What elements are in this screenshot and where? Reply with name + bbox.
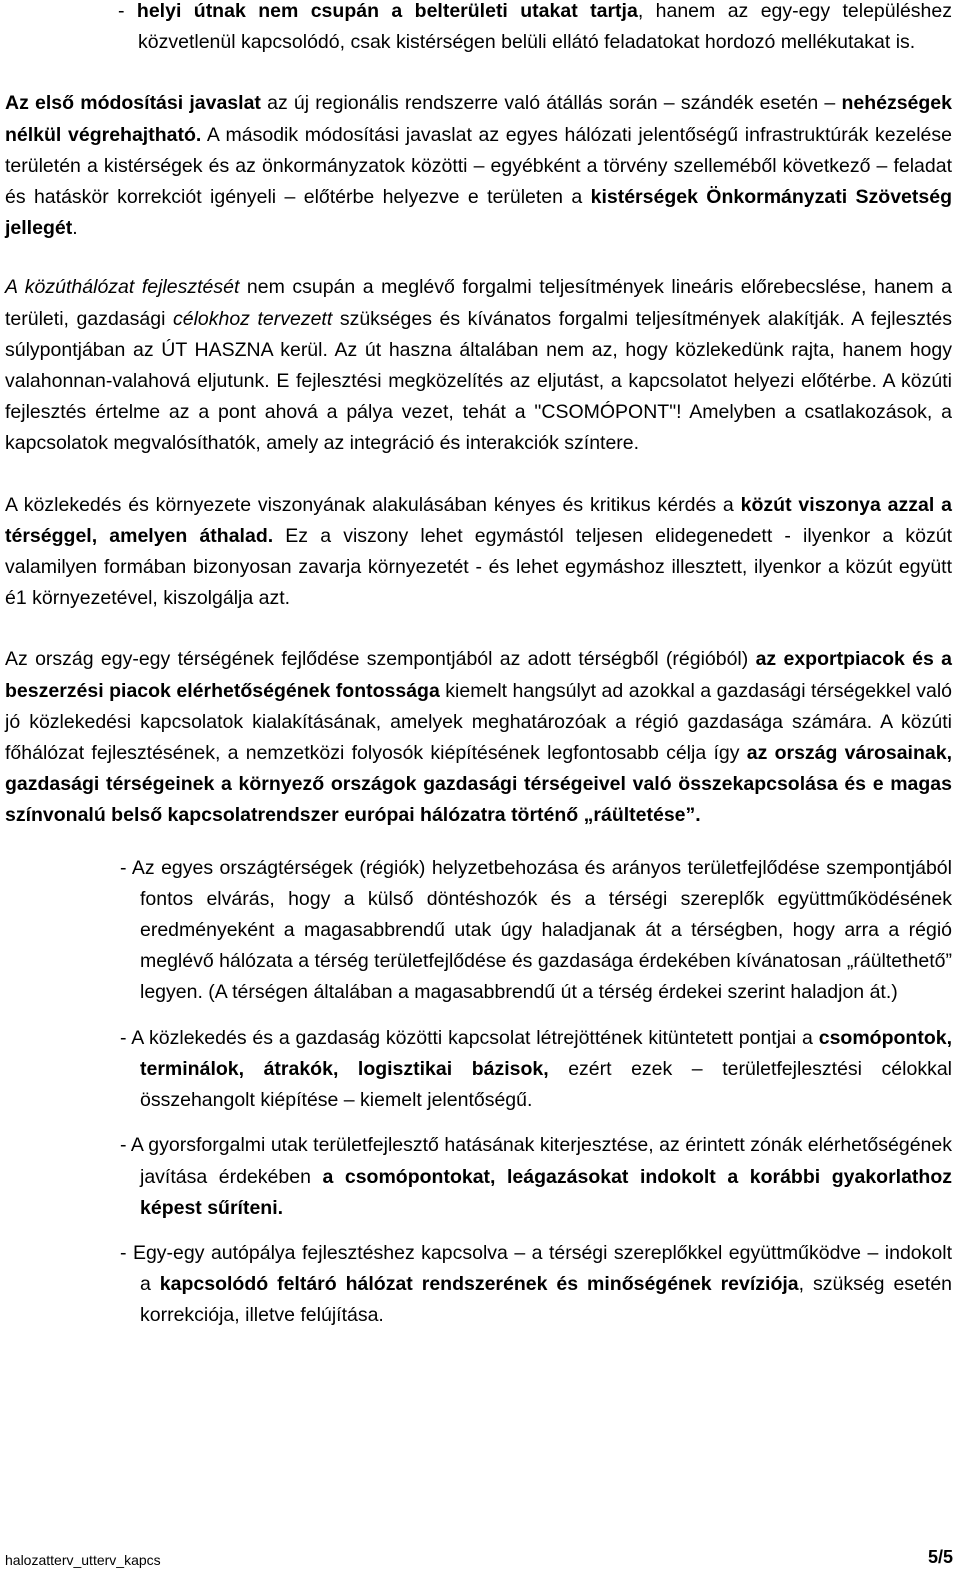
bold-phrase: nehézségek nélkül végrehajtható. <box>5 92 952 146</box>
bold-phrase: csomópontok, terminálok, átrakók, logisztikai bázisok, <box>140 1026 952 1080</box>
text-run: , szükség esetén korrekciója, illetve felújítása. <box>140 1273 953 1327</box>
text-run: nem csupán a meglévő forgalmi teljesítmények lineáris előrebecslése, hanem a területi, gazdasági <box>5 276 952 330</box>
bold-phrase: Az első módosítási javaslat <box>5 92 261 115</box>
bold-phrase: az ország városainak, gazdasági térségeinek a környező országok gazdasági térségeivel való összekapcsolása és e magas színvonalú belső kapcsolatrendszer európai hálózatra történő „ráültetése”. <box>5 742 952 827</box>
paragraph-modification-proposals <box>5 88 952 244</box>
text-run: - A gyorsforgalmi utak területfejlesztő hatásának kiterjesztése, az érintett zónák elérhetőségének javítása érdekében <box>120 1134 952 1188</box>
page-footer <box>5 1546 953 1568</box>
text-run: - Egy-egy autópálya fejlesztéshez kapcsolva – a térségi szereplőkkel együttműködve – indokolt a <box>120 1241 952 1296</box>
paragraph-regional-development <box>5 644 952 831</box>
list-item <box>120 1238 952 1332</box>
page-number: 5/5 <box>927 1547 953 1567</box>
paragraph-network-development <box>5 272 952 459</box>
text-run: A második módosítási javaslat az egyes hálózati jelentőségű infrastruktúrák kezelése területén a kistérségek és az önkormányzatok közötti – egyébként a törvény szelleméből következő – feladat és hatáskör korrekciót igényeli – előtérbe helyezve e területen a <box>5 123 952 209</box>
top-list-item <box>118 0 952 58</box>
italic-phrase: célokhoz tervezett <box>172 307 333 330</box>
italic-phrase: A közúthálózat fejlesztését <box>5 276 240 299</box>
text-run: kiemelt hangsúlyt ad azokkal a gazdasági térségekkel való jó közlekedési kapcsolatok kialakításának, amelyek meghatározóak a régió gazdasága számára. A közúti főhálózat fejlesztésének, a nemzetközi folyosók kiépítésének legfontosabb célja így <box>5 679 952 765</box>
text-run: - A közlekedés és a gazdaság közötti kapcsolat létrejöttének kitüntetett pontjai a <box>120 1026 819 1049</box>
bold-phrase: kistérségek Önkormányzati Szövetség jellegét <box>5 186 952 240</box>
list-item <box>120 853 952 1009</box>
text-run: - Az egyes országtérségek (régiók) helyzetbehozása és arányos területfejlődése szempontjából fontos elvárás, hogy a külső döntéshozók és a térségi szereplők együttműködésének eredményeként a magasabbrendű utak úgy haladjanak át a térségben, hogy arra a régió meglévő hálózata a térség területfejlődése és gazdasága érdekében kívánatosan „ráültethető” legyen. (A térségen általában a magasabbrendű út a térség érdekei szerint haladjon át.) <box>120 856 952 1004</box>
text-run: Az ország egy-egy térségének fejlődése szempontjából az adott térségből (régióból) <box>5 648 756 671</box>
bold-phrase: a csomópontokat, leágazásokat indokolt a korábbi gyakorlathoz képest sűríteni. <box>140 1165 952 1219</box>
item-text: , hanem az egy-egy településhez közvetlenül kapcsolódó, csak kistérségen belüli ellátó feladatokat hordozó mellékutakat is. <box>138 0 952 54</box>
bold-phrase: közút viszonya azzal a térséggel, amelyen áthalad. <box>5 493 952 547</box>
paragraph-environment <box>5 490 952 615</box>
bullet-list <box>5 853 952 1332</box>
text-run: Ez a viszony lehet egymástól teljesen elidegenedett - ilyenkor a közút valamilyen formában bizonyosan zavarja környezetét - és lehet egymáshoz illesztett, ilyenkor a közút együtt é1 környezetével, kiszolgálja azt. <box>5 524 952 610</box>
document-page <box>5 0 952 1332</box>
text-run: ezért ezek – területfejlesztési célokkal összehangolt kiépítése – kiemelt jelentőségű. <box>140 1057 952 1112</box>
bold-phrase: az exportpiacok és a beszerzési piacok elérhetőségének fontossága <box>5 648 952 702</box>
bold-phrase: kapcsolódó feltáró hálózat rendszerének és minőségének revíziója <box>159 1273 799 1296</box>
list-item <box>120 1023 952 1117</box>
text-run: az új regionális rendszerre való átállás során – szándék esetén – <box>260 92 842 115</box>
text-run: A közlekedés és környezete viszonyának alakulásában kényes és kritikus kérdés a <box>5 493 741 516</box>
list-dash: - <box>118 0 137 22</box>
bold-phrase: helyi útnak nem csupán a belterületi utakat tartja <box>136 0 638 22</box>
text-run: szükséges és kívánatos forgalmi teljesítmények alakítják. A fejlesztés súlypontjában az ÚT HASZNA kerül. Az út haszna általában nem az, hogy közlekedünk rajta, hanem hogy valahonnan-valahová eljutunk. E fejlesztési megközelítés az eljutást, a kapcsolatot helyezi előtérbe. A közúti fejlesztés értelme az a pont ahová a pálya vezet, tehát a "CSOMÓPONT"! Amelyben a csatlakozások, a kapcsolatok megvalósíthatók, amely az integráció és interakciók színtere. <box>5 307 952 455</box>
footer-filename: halozatterv_utterv_kapcs <box>5 1552 161 1568</box>
text-run: . <box>72 217 78 240</box>
list-item <box>120 1130 952 1224</box>
